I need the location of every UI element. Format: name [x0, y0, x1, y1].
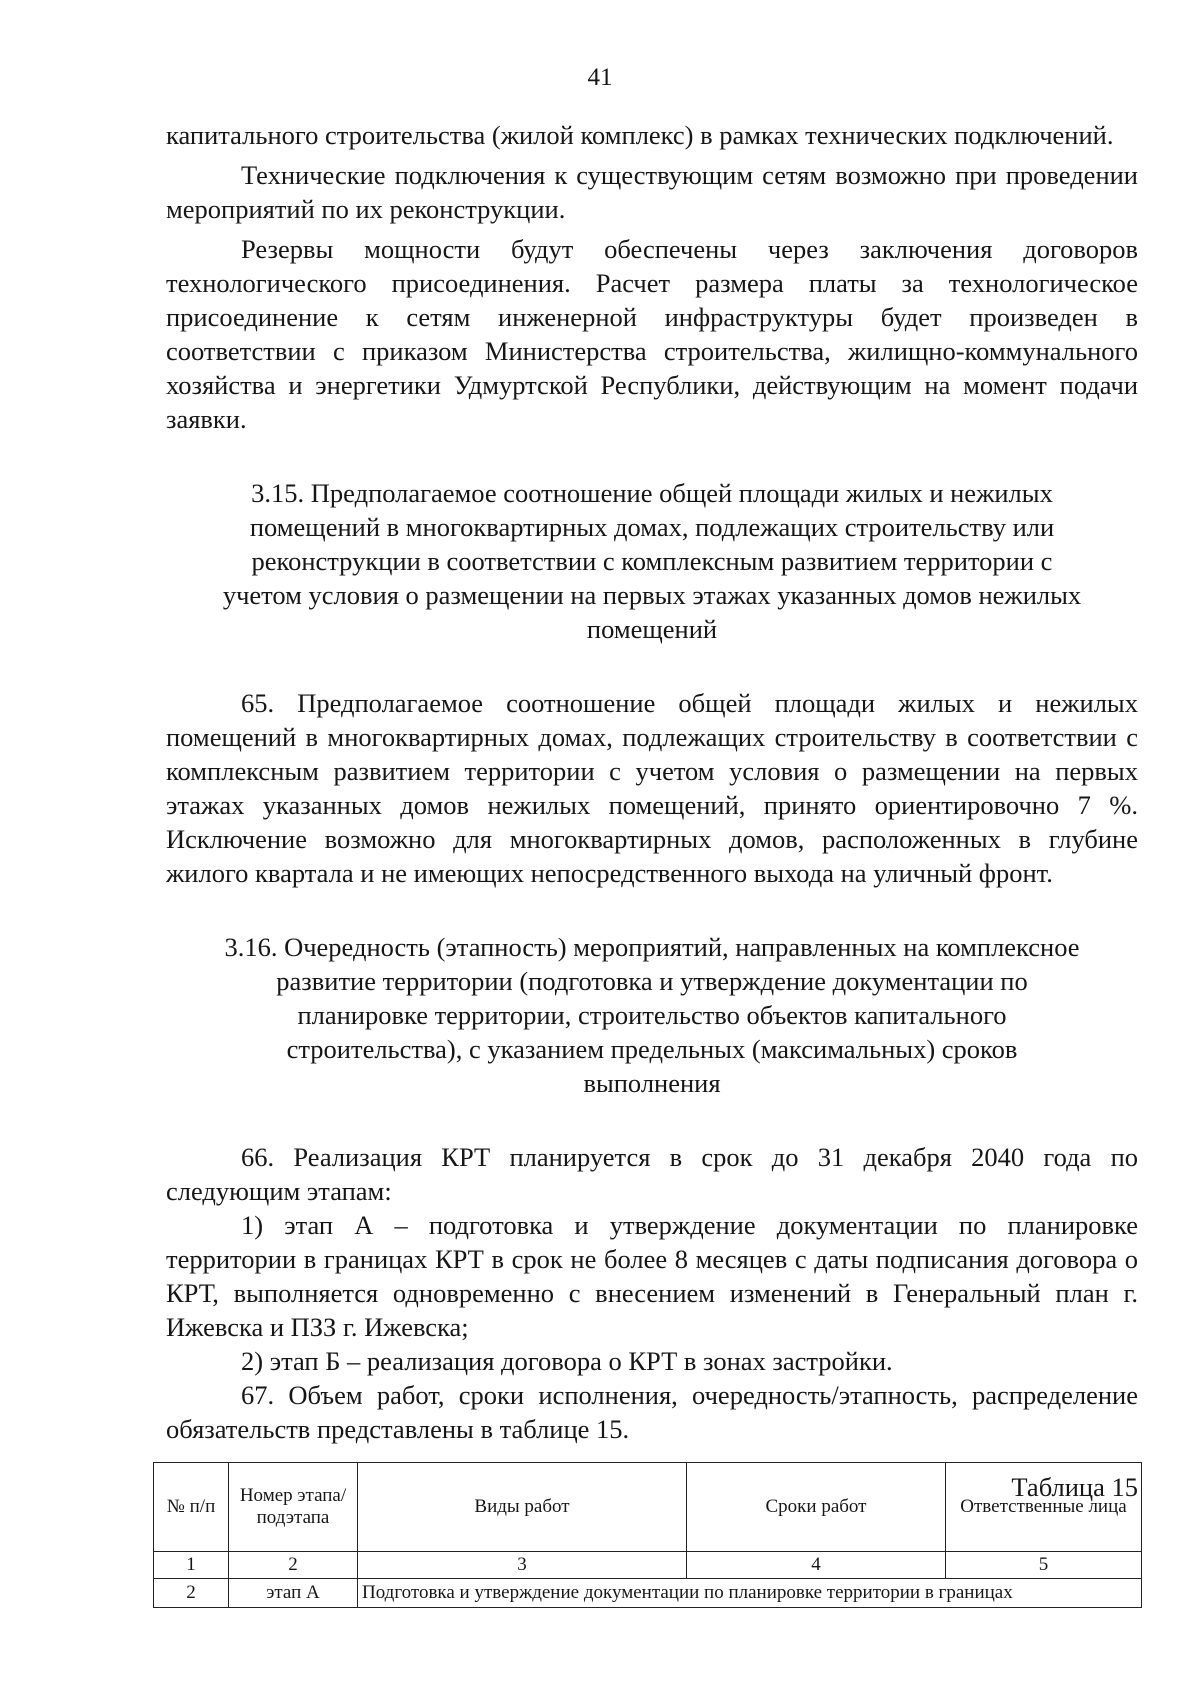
- column-number-cell: 5: [946, 1552, 1142, 1579]
- list-item-stage-b: 2) этап Б – реализация договора о КРТ в зонах застройки.: [241, 1346, 893, 1376]
- section-heading-3-15: 3.15. Предполагаемое соотношение общей площади жилых и нежилых помещений в многоквартирных домах, подлежащих строительству или реконструкции в соответствии с комплексным развитием территории с учетом условия о размещении на первых этажах указанных домов нежилых помещений: [222, 478, 1082, 644]
- header-work-types: Виды работ: [358, 1463, 687, 1552]
- paragraph-capacity-reserves: Резервы мощности будут обеспечены через заключения договоров технологического присоединения. Расчет размера платы за технологическое присоединение к сетям инженерной инфраструктуры будет произведен в соответствии с приказом Министерства строительства, жилищно-коммунального хозяйства и энергетики Удмуртской Республики, действующим на момент подачи заявки.: [166, 234, 1138, 434]
- list-item-stage-a: 1) этап А – подготовка и утверждение документации по планировке территории в границах КРТ в срок не более 8 месяцев с даты подписания договора о КРТ, выполняется одновременно с внесением изменений в Генеральный план г. Ижевска и ПЗЗ г. Ижевска;: [166, 1210, 1138, 1342]
- row-number-cell: 2: [154, 1579, 229, 1608]
- paragraph-continuation: капитального строительства (жилой комплекс) в рамках технических подключений.: [166, 120, 1114, 150]
- row-stage-cell: этап А: [229, 1579, 358, 1608]
- header-number: № п/п: [154, 1463, 229, 1552]
- page-number: 41: [587, 64, 613, 91]
- column-number-cell: 1: [154, 1552, 229, 1579]
- header-stage: Номер этапа/ подэтапа: [229, 1463, 358, 1552]
- paragraph-technical-connections: Технические подключения к существующим сетям возможно при проведении мероприятий по их реконструкции.: [166, 160, 1138, 224]
- table-row: [154, 1552, 1142, 1579]
- paragraph-67: 67. Объем работ, сроки исполнения, очередность/этапность, распределение обязательств представлены в таблице 15.: [166, 1380, 1138, 1444]
- section-heading-3-16: 3.16. Очередность (этапность) мероприятий, направленных на комплексное развитие территории (подготовка и утверждение документации по планировке территории, строительство объектов капитального строительства), с указанием предельных (максимальных) сроков выполнения: [224, 932, 1080, 1098]
- document-body: [166, 118, 1138, 1504]
- table-caption: Таблица 15: [1011, 1472, 1138, 1502]
- works-schedule-table: [153, 1462, 1142, 1608]
- header-terms: Сроки работ: [687, 1463, 946, 1552]
- paragraph-66: 66. Реализация КРТ планируется в срок до 31 декабря 2040 года по следующим этапам:: [166, 1142, 1138, 1206]
- header-responsible: Ответственные лица: [946, 1463, 1142, 1552]
- paragraph-65: 65. Предполагаемое соотношение общей площади жилых и нежилых помещений в многоквартирных домах, подлежащих строительству в соответствии с комплексным развитием территории с учетом условия о размещении на первых этажах указанных домов нежилых помещений, принято ориентировочно 7 %. Исключение возможно для многоквартирных домов, расположенных в глубине жилого квартала и не имеющих непосредственного выхода на уличный фронт.: [166, 688, 1138, 888]
- column-number-cell: 2: [229, 1552, 358, 1579]
- table-header-row: [154, 1463, 1142, 1552]
- column-number-cell: 3: [358, 1552, 687, 1579]
- table-row: [154, 1579, 1142, 1608]
- row-description-cell: Подготовка и утверждение документации по планировке территории в границах: [358, 1579, 1142, 1608]
- column-number-cell: 4: [687, 1552, 946, 1579]
